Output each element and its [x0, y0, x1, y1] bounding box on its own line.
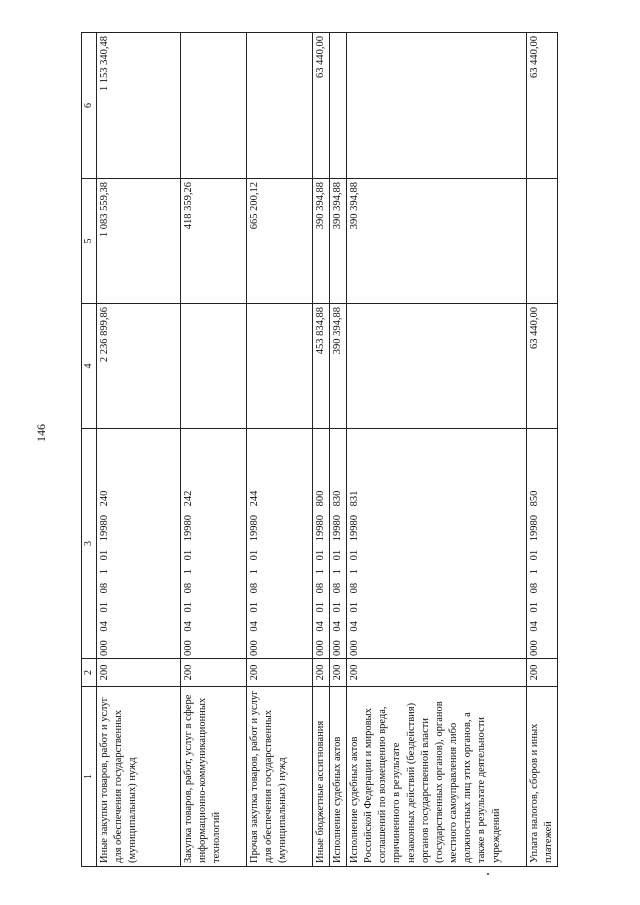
- row-value-5: [526, 179, 557, 304]
- row-budget-code: 000 04 01 08 1 01 19980 240: [96, 429, 180, 659]
- row-admin-code: 200: [329, 659, 346, 687]
- row-name: Закупка товаров, работ, услуг в сфере информационно-коммуникационных технологий: [180, 687, 246, 867]
- row-admin-code: 200: [180, 659, 246, 687]
- row-value-5: 1 083 559,38: [96, 179, 180, 304]
- row-value-4: [346, 304, 526, 429]
- row-value-5: 665 200,12: [246, 179, 312, 304]
- table-row: [180, 33, 246, 867]
- row-value-6: 63 440,00: [312, 33, 329, 179]
- row-value-5: 390 394,88: [329, 179, 346, 304]
- row-value-4: [246, 304, 312, 429]
- row-budget-code: 000 04 01 08 1 01 19980 850: [526, 429, 557, 659]
- table-row: [329, 33, 346, 867]
- table-row: [96, 33, 180, 867]
- budget-table-wrapper: [81, 33, 555, 867]
- table-row: [346, 33, 526, 867]
- row-name: Иные бюджетные ассигнования: [312, 687, 329, 867]
- budget-table: [81, 32, 558, 867]
- row-admin-code: 200: [246, 659, 312, 687]
- header-row: [82, 33, 97, 867]
- row-budget-code: 000 04 01 08 1 01 19980 830: [329, 429, 346, 659]
- row-admin-code: 200: [96, 659, 180, 687]
- row-admin-code: 200: [346, 659, 526, 687]
- row-value-5: 390 394,88: [312, 179, 329, 304]
- row-name: Исполнение судебных актов Российской Федерации и мировых соглашений по возмещению вреда, причиненного в результате незаконных действий (бездействия) органов государственной власти (государственных органов), органов местного самоуправления либо должностных лиц этих органов, а также в результате деятельности учреждений: [346, 687, 526, 867]
- column-header: 4: [82, 304, 97, 429]
- row-value-6: [246, 33, 312, 179]
- row-value-5: 418 359,26: [180, 179, 246, 304]
- column-header: 3: [82, 429, 97, 659]
- column-header: 1: [82, 687, 97, 867]
- row-budget-code: 000 04 01 08 1 01 19980 831: [346, 429, 526, 659]
- row-name: Иные закупки товаров, работ и услуг для обеспечения государственных (муниципальных) нужд: [96, 687, 180, 867]
- row-name: Исполнение судебных актов: [329, 687, 346, 867]
- row-value-4: 63 440,00: [526, 304, 557, 429]
- row-name: Прочая закупка товаров, работ и услуг для обеспечения государственных (муниципальных) нужд: [246, 687, 312, 867]
- row-budget-code: 000 04 01 08 1 01 19980 800: [312, 429, 329, 659]
- row-budget-code: 000 04 01 08 1 01 19980 242: [180, 429, 246, 659]
- row-value-6: 63 440,00: [526, 33, 557, 179]
- table-row: [246, 33, 312, 867]
- row-budget-code: 000 04 01 08 1 01 19980 244: [246, 429, 312, 659]
- row-value-6: [180, 33, 246, 179]
- page-number: 146: [34, 424, 48, 442]
- row-value-5: 390 394,88: [346, 179, 526, 304]
- row-admin-code: 200: [526, 659, 557, 687]
- column-header: 6: [82, 33, 97, 179]
- row-admin-code: 200: [312, 659, 329, 687]
- table-row: [526, 33, 557, 867]
- table-row: [312, 33, 329, 867]
- row-value-6: [329, 33, 346, 179]
- column-header: 5: [82, 179, 97, 304]
- row-value-6: 1 153 340,48: [96, 33, 180, 179]
- row-name: Уплата налогов, сборов и иных платежей: [526, 687, 557, 867]
- row-value-4: 390 394,88: [329, 304, 346, 429]
- row-value-6: [346, 33, 526, 179]
- row-value-4: 2 236 899,86: [96, 304, 180, 429]
- scan-dot-mark: [487, 873, 489, 875]
- column-header: 2: [82, 659, 97, 687]
- row-value-4: 453 834,88: [312, 304, 329, 429]
- row-value-4: [180, 304, 246, 429]
